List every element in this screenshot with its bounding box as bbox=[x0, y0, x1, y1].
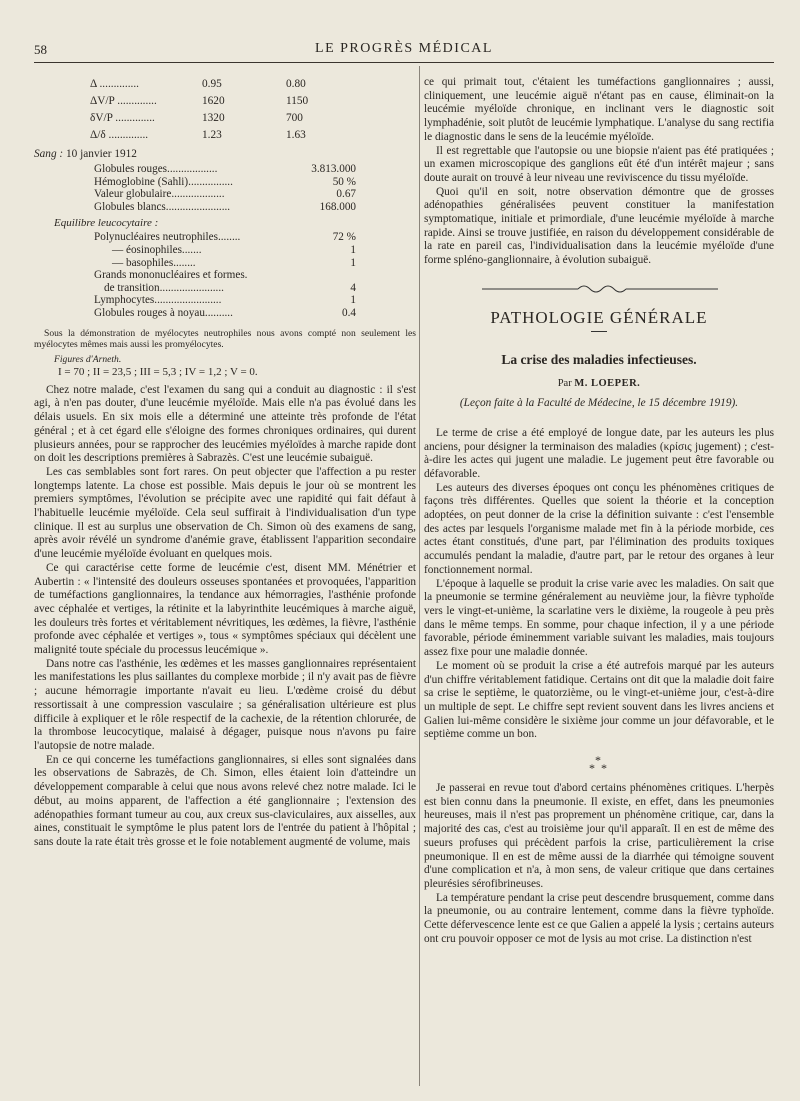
table-row: Globules rouges à noyau.......... 0.4 bbox=[94, 306, 356, 319]
body-paragraph: Les cas semblables sont fort rares. On peut objecter que l'affection a pu rester longtemps latente. La chose est possible. Mais depuis le jour où se montrent les premiers symptômes, l'évolution se précipite avec une rapidité qui fait défaut à l'habituelle leucémie myéloïde. Cela seul suffirait à l'individualisation d'un type clinique. Il est au surplus une observation de Ch. Simon où des examens de sang, après avoir révélé un syndrome d'anémie grave, établissent l'apparition secondaire d'une leucémie myéloïde évoluant en quelques mois. bbox=[34, 465, 416, 561]
ratio-row: ΔV/P .............. 1620 1150 bbox=[90, 95, 309, 107]
table-row: Valeur globulaire................... 0.67 bbox=[94, 188, 356, 201]
journal-title: LE PROGRÈS MÉDICAL bbox=[315, 41, 493, 56]
table-row: Polynucléaires neutrophiles........ 72 % bbox=[94, 231, 356, 244]
table-row: Lymphocytes........................ 1 bbox=[94, 294, 356, 307]
body-paragraph: L'époque à laquelle se produit la crise varie avec les maladies. On sait que la pneumonie se termine généralement au neuvième jour, la fièvre typhoïde vers le vingt-et-unième, la scarlatine vers le dixième, la rougeole à peu près dans le même temps. En somme, pour chaque infection, il y a une période favorable, période éminemment variable suivant les maladies, mais toujours assez fixe pour une maladie donnée. bbox=[424, 577, 774, 659]
body-paragraph: Le moment où se produit la crise a été autrefois marqué par les auteurs d'un chiffre véritablement fatidique. Certains ont dit que la maladie doit faire sa crise le septième, le quatorzième, ou le vingt-et-unième jour, c'est-à-dire un multiple de sept. Le chiffre sept revient souvent dans les livres anciens et Galien lui-même considère le sixième jour comme un jour défavorable, et le septième comme un bon. bbox=[424, 659, 774, 741]
table-row: Globules blancs....................... 168.000 bbox=[94, 200, 356, 213]
table-row: Globules rouges.................. 3.813.000 bbox=[94, 163, 356, 175]
myelocyte-note: Sous la démonstration de myélocytes neutrophiles nous avons compté non seulement les myélocytes mêmes mais aussi les promyélocytes. bbox=[34, 327, 416, 351]
column-divider bbox=[419, 66, 420, 1086]
asterism-icon: * * * bbox=[589, 753, 607, 776]
table-row: Hémoglobine (Sahli)................ 50 % bbox=[94, 175, 356, 188]
section-title: PATHOLOGIE GÉNÉRALE bbox=[490, 307, 708, 327]
title-rule bbox=[591, 331, 607, 332]
right-column bbox=[424, 76, 774, 946]
blood-exam-heading bbox=[34, 148, 416, 160]
lecture-note: (Leçon faite à la Faculté de Médecine, le 15 décembre 1919). bbox=[459, 396, 739, 409]
section-ornament bbox=[424, 268, 774, 306]
table-row: — éosinophiles....... 1 bbox=[112, 243, 356, 256]
blood-table bbox=[34, 163, 416, 213]
page-header bbox=[34, 40, 774, 63]
left-column bbox=[34, 76, 416, 850]
body-paragraph: Je passerai en revue tout d'abord certains phénomènes critiques. L'herpès est bien connu dans la pneumonie. Il existe, en effet, dans les pneumonies heureuses, mais il n'est pas proprement un phénomène critique, car, dans la majorité des cas, c'est au troisième jour qu'il apparaît. Il en est de même des sueurs profuses qui précèdent parfois la crise, particulièrement la crise pneumonique. Il en est de même aussi de la diarrhée qui témoigne souvent d'une complication et n'a, à mon sens, de valeur critique que dans certaines pleurésies sérofibrineuses. bbox=[424, 782, 774, 890]
body-paragraph: Quoi qu'il en soit, notre observation démontre que de grosses adénopathies généralisées peuvent constituer la manifestation symptomatique, initiale et primordiale, d'une leucémie myéloïde à marche rapide. Ainsi se trouve justifiée, en raison du développement considérable de la rate en pareil cas, l'individualisation dans la leucémie myéloïde d'une forme spléno-ganglionnaire, à évolution subaiguë. bbox=[424, 185, 774, 267]
body-paragraph: La température pendant la crise peut descendre brusquement, comme dans la pneumonie, ou au contraire lentement, comme dans la fièvre typhoïde. Cette défervescence lente est ce que Galien a appelé la lysis ; certains auteurs ont cru pouvoir opposer ce mot de lysis au mot crise. La distinction n'est bbox=[424, 891, 774, 945]
table-row: Grands mononucléaires et formes. bbox=[94, 269, 248, 282]
body-paragraph: ce qui primait tout, c'étaient les tuméfactions ganglionnaires ; aussi, cliniquement, une leucémie aiguë n'étant pas en cause, éliminait-on la leucémie myéloïde chronique, en inclinant vers le diagnostic soit lymphadénie, soit plutôt de leucémie lymphatique. L'analyse du sang rectifia le diagnostic dans le sens de la leucémie myéloïde. bbox=[424, 76, 774, 143]
arneth-heading: Figures d'Arneth. bbox=[54, 353, 122, 365]
body-paragraph: Les auteurs des diverses époques ont conçu les phénomènes critiques de façons très différentes. Quelles que soient la théorie et la conception adoptées, on peut donner de la crise la définition suivante : c'est l'ensemble des actes par lesquels l'organisme malade met fin à la période morbide, ces actes étant constitués, d'une part, par l'élimination des produits toxiques accumulés pendant la maladie, d'autre part, par le retour des organes à leur fonctionnement normal. bbox=[424, 481, 774, 576]
body-paragraph: Dans notre cas l'asthénie, les œdèmes et les masses ganglionnaires représentaient les manifestations les plus saillantes du complexe morbide ; il n'y avait pas de fièvre ; aucune hémorragie importante n'avait eu lieu. L'œdème croisé du début ressortissait à une compression vasculaire ; sa généralisation ultérieure est plus difficile à expliquer et le rôle respectif de la cachexie, de la rétention chlorurée, de la thrombose leucocytique, malaisé à dégager, puisque nous n'avons pu faire l'autopsie de notre malade. bbox=[34, 657, 416, 752]
page-number: 58 bbox=[34, 42, 47, 57]
sang-date: 10 janvier 1912 bbox=[66, 148, 137, 160]
article-title: La crise des maladies infectieuses. bbox=[501, 351, 697, 367]
sang-label: Sang : bbox=[34, 148, 64, 160]
body-paragraph: Il est regrettable que l'autopsie ou une biopsie n'aient pas été pratiquées ; un examen microscopique des ganglions eût été d'un intérêt majeur ; sans doute aurait on trouvé à leur niveau une reviviscence du tissu myéloïde. bbox=[424, 144, 774, 184]
ratio-table bbox=[34, 76, 416, 144]
table-row: de transition....................... 4 bbox=[104, 281, 356, 294]
arneth-formula: I = 70 ; II = 23,5 ; III = 5,3 ; IV = 1,2 ; V = 0. bbox=[58, 365, 258, 378]
table-row: — basophiles........ 1 bbox=[112, 256, 356, 269]
body-paragraph: Chez notre malade, c'est l'examen du sang qui a conduit au diagnostic : il s'est agi, à n'en pas douter, d'une leucémie myéloïde. Mais elle n'a pas évolué dans les délais usuels. En six mois elle a déterminé une atteinte très profonde de l'état général ; et à cet égard elle s'éloigne des formes chroniques ordinaires, qui durent plusieurs années, pour se rapprocher des leucémies myéloïdes à marche rapide dont on doit les descriptions premières à Sabrazès. C'est une leucémie subaiguë. bbox=[34, 383, 416, 465]
ornament-rule-icon bbox=[482, 284, 718, 294]
author-line: Par M. LOEPER. bbox=[557, 377, 641, 389]
equilibre-heading: Equilibre leucocytaire : bbox=[54, 217, 159, 230]
body-paragraph: Ce qui caractérise cette forme de leucémie c'est, disent MM. Ménétrier et Aubertin : « l'intensité des douleurs osseuses spontanées et provoquées, l'apparition de tuméfactions ganglionnaires, la tendance aux hémorragies, l'asthénie profonde avec céphalée et vertiges, la rétinite et la labyrinthite leucémiques à marche aiguë, les douleurs très fortes et véritablement névritiques, les œdèmes, la fièvre, l'asthénie profonde avec céphalée et vertiges », tous « symptômes spéciaux qui décèlent une malignité toute spéciale du processus leucémique ». bbox=[34, 561, 416, 657]
body-paragraph: En ce qui concerne les tuméfactions ganglionnaires, si elles sont signalées dans les observations de Sabrazès, de Ch. Simon, elles étaient loin d'atteindre un développement comparable à celui que nous avons relevé chez notre malade. Ici le début, au moins apparent, de l'affection a été ganglionnaire ; l'extension des adénopathies formant tumeur au cou, aux creux sus-claviculaires, aux aisselles, aux aines, constituait le symptôme le plus patent lors de l'entrée du patient à l'hôpital ; sans doute la rate était très grosse et le foie notablement augmenté de volume, mais bbox=[34, 753, 416, 848]
leuco-table bbox=[34, 231, 416, 319]
body-paragraph: Le terme de crise a été employé de longue date, par les auteurs les plus anciens, pour désigner la terminaison des maladies (κρίσις jugement) ; c'est-à-dire les actes qui jugent une maladie. Le jugement peut être favorable ou défavorable. bbox=[424, 426, 774, 480]
ratio-row: Δ/δ .............. 1.23 1.63 bbox=[90, 129, 306, 141]
ratio-row: δV/P .............. 1320 700 bbox=[90, 112, 303, 124]
ratio-row: Δ .............. 0.95 0.80 bbox=[90, 78, 306, 90]
author-name: M. LOEPER. bbox=[574, 377, 641, 389]
